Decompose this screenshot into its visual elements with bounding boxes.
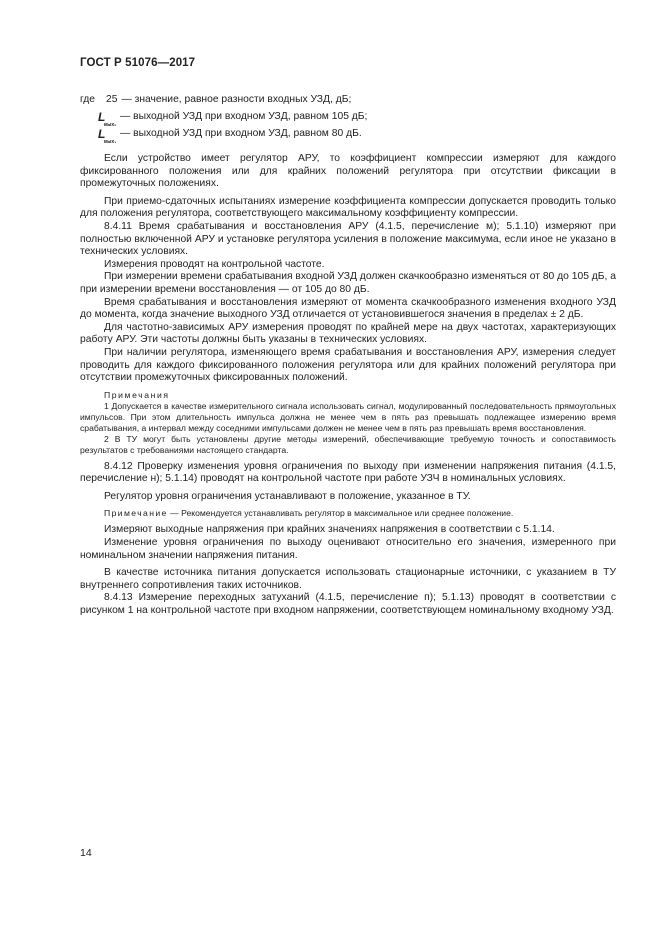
paragraph: 8.4.13 Измерение переходных затуханий (4.1.5, перечисление п); 5.1.13) проводят в соответствии с рисунком 1 на контрольной частоте при входном напряжении, соответствующем номинальному входному УЗД. [80,592,616,617]
notes-title: Примечания [104,389,170,400]
definition-text: — выходной УЗД при входном УЗД, равном 80 дБ. [120,128,362,140]
document-header: ГОСТ Р 51076—2017 [80,57,196,69]
definition-text: — значение, равное разности входных УЗД, дБ; [121,94,352,106]
document-body [80,92,616,618]
paragraph: Если устройство имеет регулятор АРУ, то коэффициент компрессии измеряют для каждого фиксированного положения или для крайних положений регулятора при отсутствии фиксации в промежуточных положениях. [80,153,616,190]
paragraph: Время срабатывания и восстановления измеряют от момента скачкообразного изменения входного УЗД до момента, когда значение выходного УЗД отличается от установившегося значения в пределах ± 2 дБ. [80,296,616,321]
note-item: 2 В ТУ могут быть установлены другие методы измерений, обеспечивающие требуемую точность и сопоставимость результатов с требованиями настоящего стандарта. [80,433,616,455]
paragraph: При наличии регулятора, изменяющего время срабатывания и восстановления АРУ, измерения следует проводить для каждого фиксированного положения регулятора или для крайних положений регулятора при отсутствии промежуточных фиксированных положений. [80,346,616,384]
definition-row [80,109,616,129]
paragraph: Измеряют выходные напряжения при крайних значениях напряжения в соответствии с 5.1.14. [104,524,555,536]
paragraph: Изменение уровня ограничения по выходу оценивают относительно его значения, измеренного при номинальном значении напряжения питания. [80,537,616,561]
definition-symbol: L вых₁ [98,127,117,146]
note-single: Примечание — Рекомендуется устанавливать регулятор в максимальное или среднее положение. [104,508,514,519]
paragraph: При измерении времени срабатывания входной УЗД должен скачкообразно изменяться от 80 до 105 дБ, а при измерении времени восстановления — от 105 до 80 дБ. [80,271,616,295]
where-label: где [80,94,96,106]
definition-symbol: 25 [106,94,118,106]
definition-row [80,126,616,146]
paragraph: Измерения проводят на контрольной частоте. [104,258,325,270]
definition-text: — выходной УЗД при входном УЗД, равном 105 дБ; [120,111,368,123]
paragraph: При приемо-сдаточных испытаниях измерение коэффициента компрессии допускается проводить только для положения регулятора, соответствующего максимальному коэффициенту компрессии. [80,195,616,220]
paragraph: В качестве источника питания допускается использовать стационарные источники, с указанием в ТУ внутреннего сопротивления таких источников. [80,567,616,591]
definition-row [80,92,616,109]
paragraph: 8.4.12 Проверку изменения уровня ограничения по выходу при изменении напряжения питания (4.1.5, перечисление н); 5.1.14) проводят на контрольной частоте при работе УЗЧ в номинальных условиях. [80,460,616,485]
paragraph: 8.4.11 Время срабатывания и восстановления АРУ (4.1.5, перечисление м); 5.1.10) измеряют при полностью включенной АРУ и установке регулятора усиления в положение максимума, если иное не указано в технических условиях. [80,220,616,258]
paragraph: Для частотно-зависимых АРУ измерения проводят по крайней мере на двух частотах, характеризующих работу АРУ. Эти частоты должны быть указаны в технических условиях. [80,321,616,346]
definitions-block [80,92,616,146]
note-item: 1 Допускается в качестве измерительного сигнала использовать сигнал, модулированный последовательность прямоугольных импульсов. При этом длительность импульса должна не менее чем в пять раз превышать подлежащее измерению время срабатывания, а интервал между соседними импульсами должен не менее чем в пять раз превышать время восстановления. [80,400,616,433]
paragraph: Регулятор уровня ограничения устанавливают в положение, указанное в ТУ. [104,490,471,502]
page-number: 14 [80,847,92,859]
definition-symbol: L вых₂ [98,110,117,129]
